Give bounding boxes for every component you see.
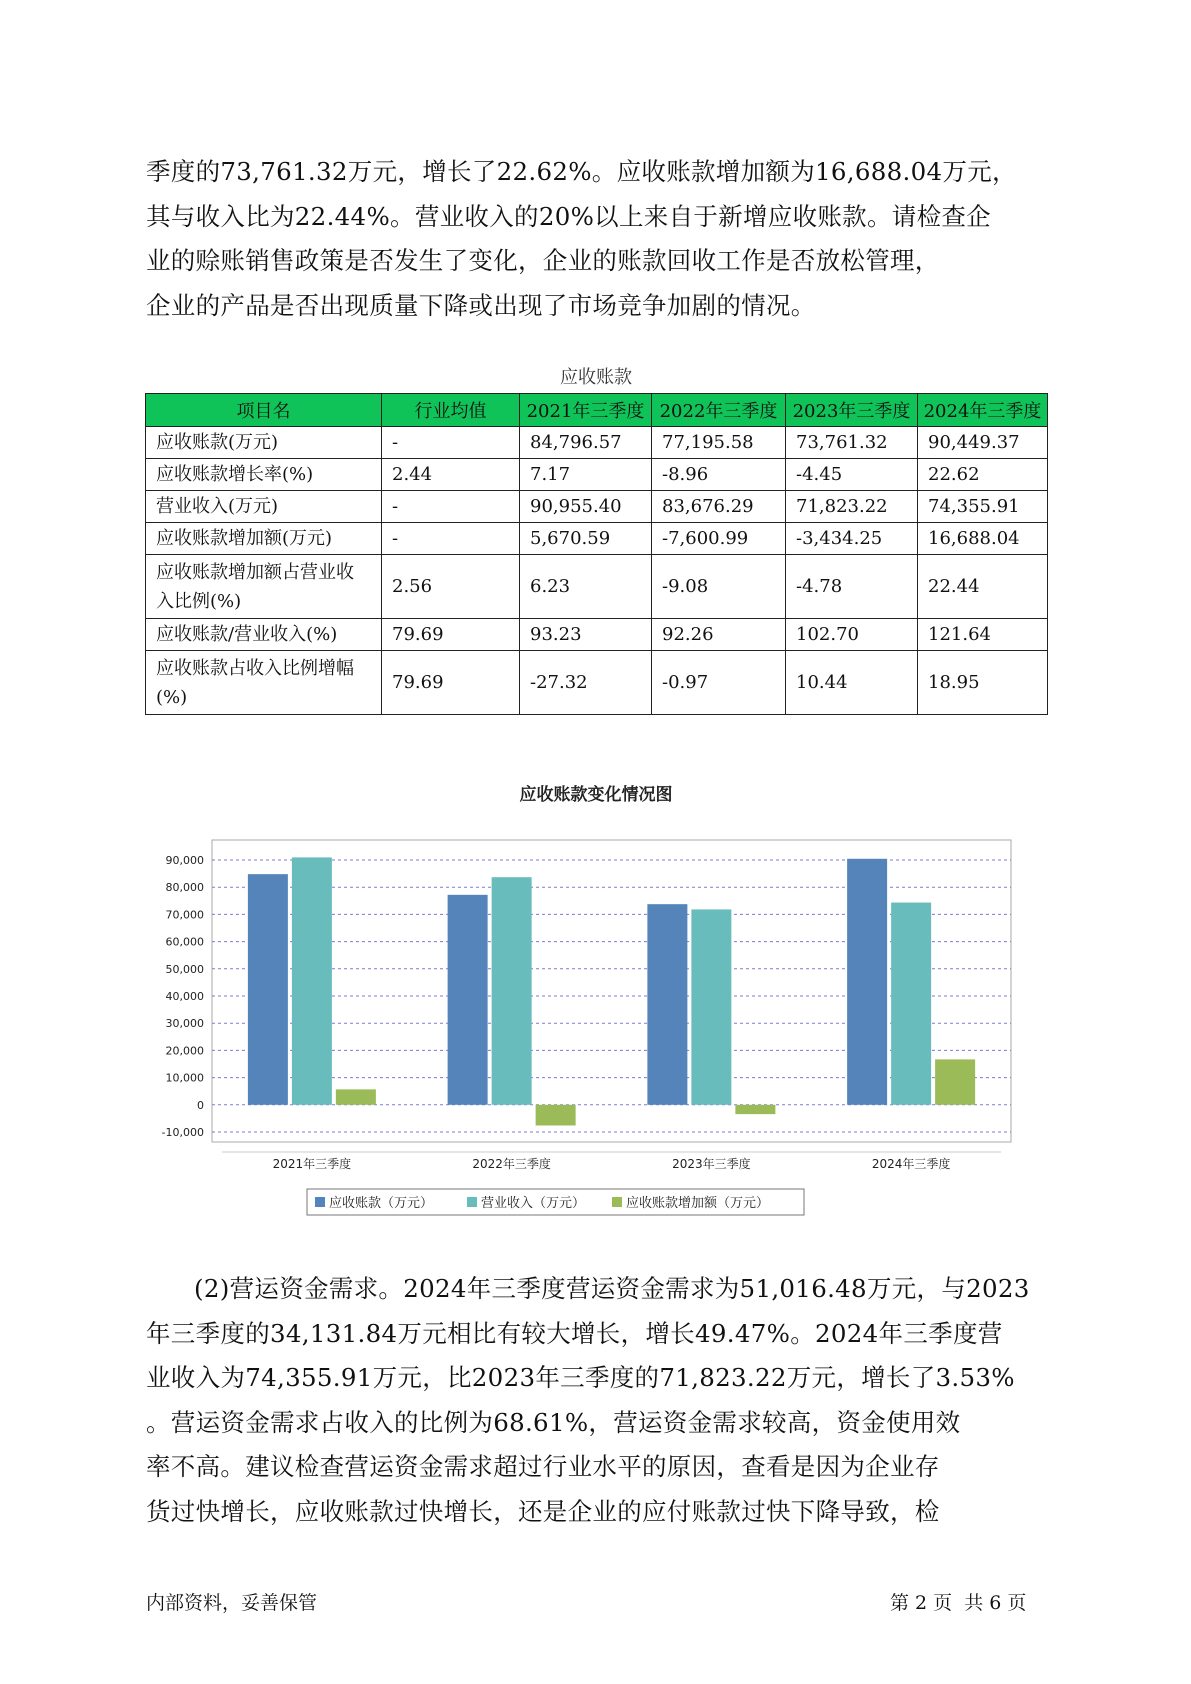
y-tick-label: 60,000 <box>165 935 204 949</box>
bar <box>248 874 288 1105</box>
table-cell: -0.97 <box>652 651 786 715</box>
row-label: 应收账款/营业收入(%) <box>146 619 382 651</box>
column-header: 2021年三季度 <box>520 394 652 427</box>
legend-label: 应收账款增加额（万元） <box>626 1196 770 1211</box>
column-header: 2023年三季度 <box>786 394 918 427</box>
column-header: 2024年三季度 <box>918 394 1048 427</box>
receivables-bar-chart <box>145 820 1047 1220</box>
table-row <box>146 523 1048 555</box>
table-cell: 16,688.04 <box>918 523 1048 555</box>
x-tick-label: 2023年三季度 <box>672 1157 751 1171</box>
table-row <box>146 491 1048 523</box>
table-cell: 74,355.91 <box>918 491 1048 523</box>
table-cell: 18.95 <box>918 651 1048 715</box>
y-tick-label: -10,000 <box>161 1126 204 1139</box>
bar <box>935 1059 975 1104</box>
bar <box>336 1089 376 1104</box>
paragraph-line: 。营运资金需求占收入的比例为68.61%，营运资金需求较高，资金使用效 <box>146 1407 961 1437</box>
table-row <box>146 427 1048 459</box>
bar <box>536 1105 576 1126</box>
footer-confidential-note: 内部资料，妥善保管 <box>146 1592 318 1614</box>
column-header: 2022年三季度 <box>652 394 786 427</box>
table-cell: - <box>382 491 520 523</box>
bar <box>492 877 532 1105</box>
table-row <box>146 619 1048 651</box>
paragraph-line: 其与收入比为22.44%。营业收入的20%以上来自于新增应收账款。请检查企 <box>146 201 991 231</box>
table-cell: -8.96 <box>652 459 786 491</box>
row-label: 应收账款增长率(%) <box>146 459 382 491</box>
table-cell: 5,670.59 <box>520 523 652 555</box>
bar <box>891 903 931 1105</box>
table-row <box>146 459 1048 491</box>
receivables-table <box>145 393 1048 715</box>
legend-label: 营业收入（万元） <box>481 1196 586 1211</box>
table-cell: -9.08 <box>652 555 786 619</box>
bar <box>448 895 488 1105</box>
table-row <box>146 555 1048 619</box>
bar <box>735 1105 775 1114</box>
bar <box>847 859 887 1105</box>
legend-swatch <box>467 1197 477 1207</box>
paragraph-line: 货过快增长，应收账款过快增长，还是企业的应付账款过快下降导致，检 <box>146 1496 940 1526</box>
row-label: 应收账款增加额(万元) <box>146 523 382 555</box>
chart-title: 应收账款变化情况图 <box>519 785 673 805</box>
table-cell: 79.69 <box>382 651 520 715</box>
bar <box>691 909 731 1104</box>
table-row <box>146 651 1048 715</box>
table-cell: - <box>382 427 520 459</box>
table-cell: 22.62 <box>918 459 1048 491</box>
y-tick-label: 90,000 <box>165 854 204 867</box>
row-label: 营业收入(万元) <box>146 491 382 523</box>
y-tick-label: 10,000 <box>165 1071 204 1085</box>
table-cell: -4.45 <box>786 459 918 491</box>
column-header: 行业均值 <box>382 394 520 427</box>
row-label: 应收账款增加额占营业收 入比例(%) <box>146 555 382 619</box>
table-cell: 2.56 <box>382 555 520 619</box>
y-tick-label: 0 <box>197 1098 204 1112</box>
intro-paragraph <box>146 150 1046 328</box>
column-header: 项目名 <box>146 394 382 427</box>
paragraph-line: (2)营运资金需求。2024年三季度营运资金需求为51,016.48万元，与2023 <box>194 1274 1030 1303</box>
paragraph-line: 业的赊账销售政策是否发生了变化，企业的账款回收工作是否放松管理， <box>146 246 940 275</box>
bar <box>647 904 687 1105</box>
table-cell: 22.44 <box>918 555 1048 619</box>
y-tick-label: 70,000 <box>165 908 204 922</box>
table-cell: 83,676.29 <box>652 491 786 523</box>
x-tick-label: 2024年三季度 <box>871 1157 951 1171</box>
table-cell: -27.32 <box>520 651 652 715</box>
bar <box>292 857 332 1104</box>
paragraph-line: 企业的产品是否出现质量下降或出现了市场竞争加剧的情况。 <box>146 290 816 320</box>
table-cell: 90,955.40 <box>520 491 652 523</box>
x-tick-label: 2021年三季度 <box>272 1157 352 1171</box>
legend-swatch <box>612 1197 622 1207</box>
table-cell: 77,195.58 <box>652 427 786 459</box>
table-cell: -3,434.25 <box>786 523 918 555</box>
table-title: 应收账款 <box>560 367 632 388</box>
table-cell: 121.64 <box>918 619 1048 651</box>
table-cell: 7.17 <box>520 459 652 491</box>
paragraph-line: 年三季度的34,131.84万元相比有较大增长，增长49.47%。2024年三季度营 <box>146 1318 1003 1348</box>
working-capital-paragraph <box>146 1267 1046 1534</box>
footer-page-number: 第 2 页 共 6 页 <box>890 1592 1027 1614</box>
legend-label: 应收账款（万元） <box>329 1196 434 1211</box>
table-cell: 6.23 <box>520 555 652 619</box>
y-tick-label: 20,000 <box>165 1044 204 1058</box>
table-cell: 93.23 <box>520 619 652 651</box>
table-cell: 84,796.57 <box>520 427 652 459</box>
table-cell: 71,823.22 <box>786 491 918 523</box>
x-tick-label: 2022年三季度 <box>472 1157 551 1171</box>
table-cell: 102.70 <box>786 619 918 651</box>
y-tick-label: 50,000 <box>165 962 204 976</box>
table-cell: 90,449.37 <box>918 427 1048 459</box>
table-cell: -7,600.99 <box>652 523 786 555</box>
paragraph-line: 业收入为74,355.91万元，比2023年三季度的71,823.22万元，增长了3.53% <box>146 1363 1015 1392</box>
table-header-row <box>146 394 1048 427</box>
paragraph-line: 季度的73,761.32万元，增长了22.62%。应收账款增加额为16,688.04万元， <box>146 157 1017 186</box>
y-tick-label: 40,000 <box>165 990 204 1003</box>
table-cell: 2.44 <box>382 459 520 491</box>
table-cell: 10.44 <box>786 651 918 715</box>
row-label: 应收账款占收入比例增幅 (%) <box>146 651 382 715</box>
y-tick-label: 30,000 <box>165 1017 204 1031</box>
paragraph-line: 率不高。建议检查营运资金需求超过行业水平的原因，查看是因为企业存 <box>146 1452 940 1481</box>
table-cell: -4.78 <box>786 555 918 619</box>
row-label: 应收账款(万元) <box>146 427 382 459</box>
table-cell: 79.69 <box>382 619 520 651</box>
table-cell: 73,761.32 <box>786 427 918 459</box>
legend-swatch <box>315 1197 325 1207</box>
table-cell: - <box>382 523 520 555</box>
table-cell: 92.26 <box>652 619 786 651</box>
y-tick-label: 80,000 <box>165 881 204 895</box>
